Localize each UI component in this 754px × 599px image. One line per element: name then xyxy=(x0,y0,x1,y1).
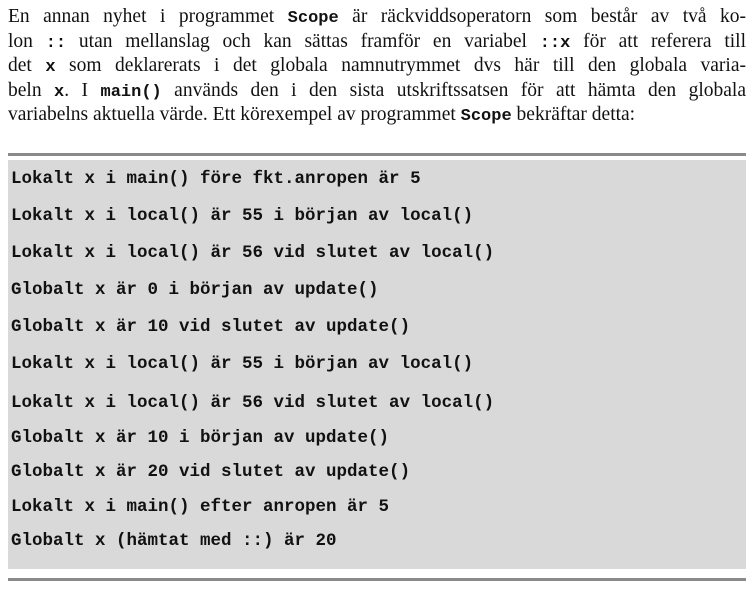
paragraph-text: variabelns aktuella värde. Ett körexempel av programmet xyxy=(8,104,461,126)
intro-paragraph xyxy=(8,5,746,128)
paragraph-text: beln xyxy=(8,79,55,101)
paragraph-line-2 xyxy=(8,30,746,55)
bottom-divider xyxy=(8,578,746,581)
paragraph-text: det xyxy=(8,55,46,77)
paragraph-text: för att referera till xyxy=(570,30,747,52)
output-line: Globalt x är 0 i början av update() xyxy=(11,280,379,300)
output-line: Lokalt x i local() är 55 i början av local() xyxy=(11,206,474,226)
paragraph-text: . I xyxy=(64,79,101,101)
paragraph-text: är räckviddsoperatorn som består av två ko- xyxy=(338,6,747,27)
top-divider xyxy=(8,153,746,156)
program-output-box xyxy=(8,160,746,569)
inline-code-x: x xyxy=(54,82,65,102)
paragraph-line-5 xyxy=(8,103,746,128)
output-line: Globalt x är 10 vid slutet av update() xyxy=(11,317,411,337)
paragraph-text: bekräftar detta: xyxy=(511,104,636,126)
inline-code-x: x xyxy=(45,58,56,78)
output-line: Lokalt x i main() efter anropen är 5 xyxy=(11,497,390,517)
paragraph-text: som deklarerats i det globala namnutrymmet dvs här till den globala varia- xyxy=(55,55,746,77)
output-line: Globalt x är 10 i början av update() xyxy=(11,428,390,448)
inline-code-scope: Scope xyxy=(460,107,512,127)
output-line: Lokalt x i local() är 56 vid slutet av local() xyxy=(11,393,495,413)
paragraph-text: används den i den sista utskriftssatsen för att hämta den globala xyxy=(161,79,746,101)
inline-code-main: main() xyxy=(100,82,162,102)
output-line: Globalt x är 20 vid slutet av update() xyxy=(11,462,411,482)
inline-code-global-x: ::x xyxy=(539,33,571,53)
output-line: Lokalt x i local() är 55 i början av local() xyxy=(11,354,474,374)
output-line: Lokalt x i main() före fkt.anropen är 5 xyxy=(11,169,421,189)
output-line: Globalt x (hämtat med ::) är 20 xyxy=(11,531,337,551)
paragraph-text: En annan nyhet i programmet xyxy=(8,6,288,27)
paragraph-text: utan mellanslag och kan sättas framför en variabel xyxy=(66,30,540,52)
output-line: Lokalt x i local() är 56 vid slutet av local() xyxy=(11,243,495,263)
paragraph-line-4 xyxy=(8,79,746,104)
inline-code-scope-operator: :: xyxy=(45,33,67,53)
paragraph-line-3 xyxy=(8,54,746,79)
paragraph-text: lon xyxy=(8,30,46,52)
inline-code-scope: Scope xyxy=(287,9,339,28)
paragraph-line-1 xyxy=(8,5,746,30)
